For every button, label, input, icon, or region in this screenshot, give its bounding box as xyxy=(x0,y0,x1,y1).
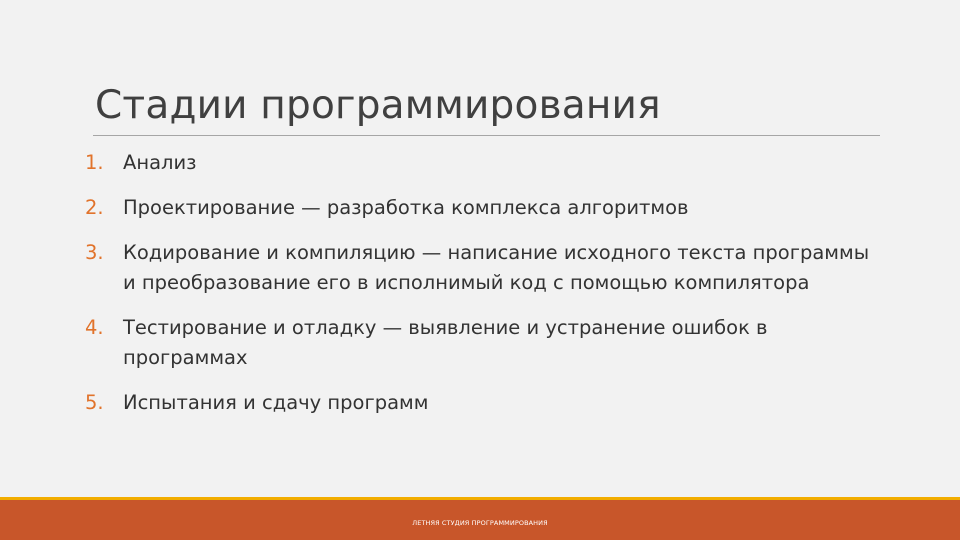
list-item xyxy=(85,388,875,418)
list-number: 4. xyxy=(85,316,104,339)
list-item xyxy=(85,193,875,223)
list-number: 2. xyxy=(85,196,104,219)
list-item xyxy=(85,148,875,178)
list-text: Кодирование и компиляцию — написание исходного текста программы и преобразование его в исполнимый код с помощью компилятора xyxy=(123,241,870,294)
list-text: Анализ xyxy=(123,151,197,174)
list-number: 5. xyxy=(85,391,104,414)
list-text: Испытания и сдачу программ xyxy=(123,391,429,414)
list-number: 1. xyxy=(85,151,104,174)
list-text: Тестирование и отладку — выявление и устранение ошибок в программах xyxy=(123,316,768,369)
list-item xyxy=(85,313,875,373)
title-divider xyxy=(93,135,880,136)
list-item xyxy=(85,238,875,298)
list-number: 3. xyxy=(85,241,104,264)
slide-title: Стадии программирования xyxy=(95,83,661,128)
list-text: Проектирование — разработка комплекса алгоритмов xyxy=(123,196,689,219)
footer-text: ЛЕТНЯЯ СТУДИЯ ПРОГРАММИРОВАНИЯ xyxy=(412,519,548,527)
stages-list xyxy=(85,148,875,433)
